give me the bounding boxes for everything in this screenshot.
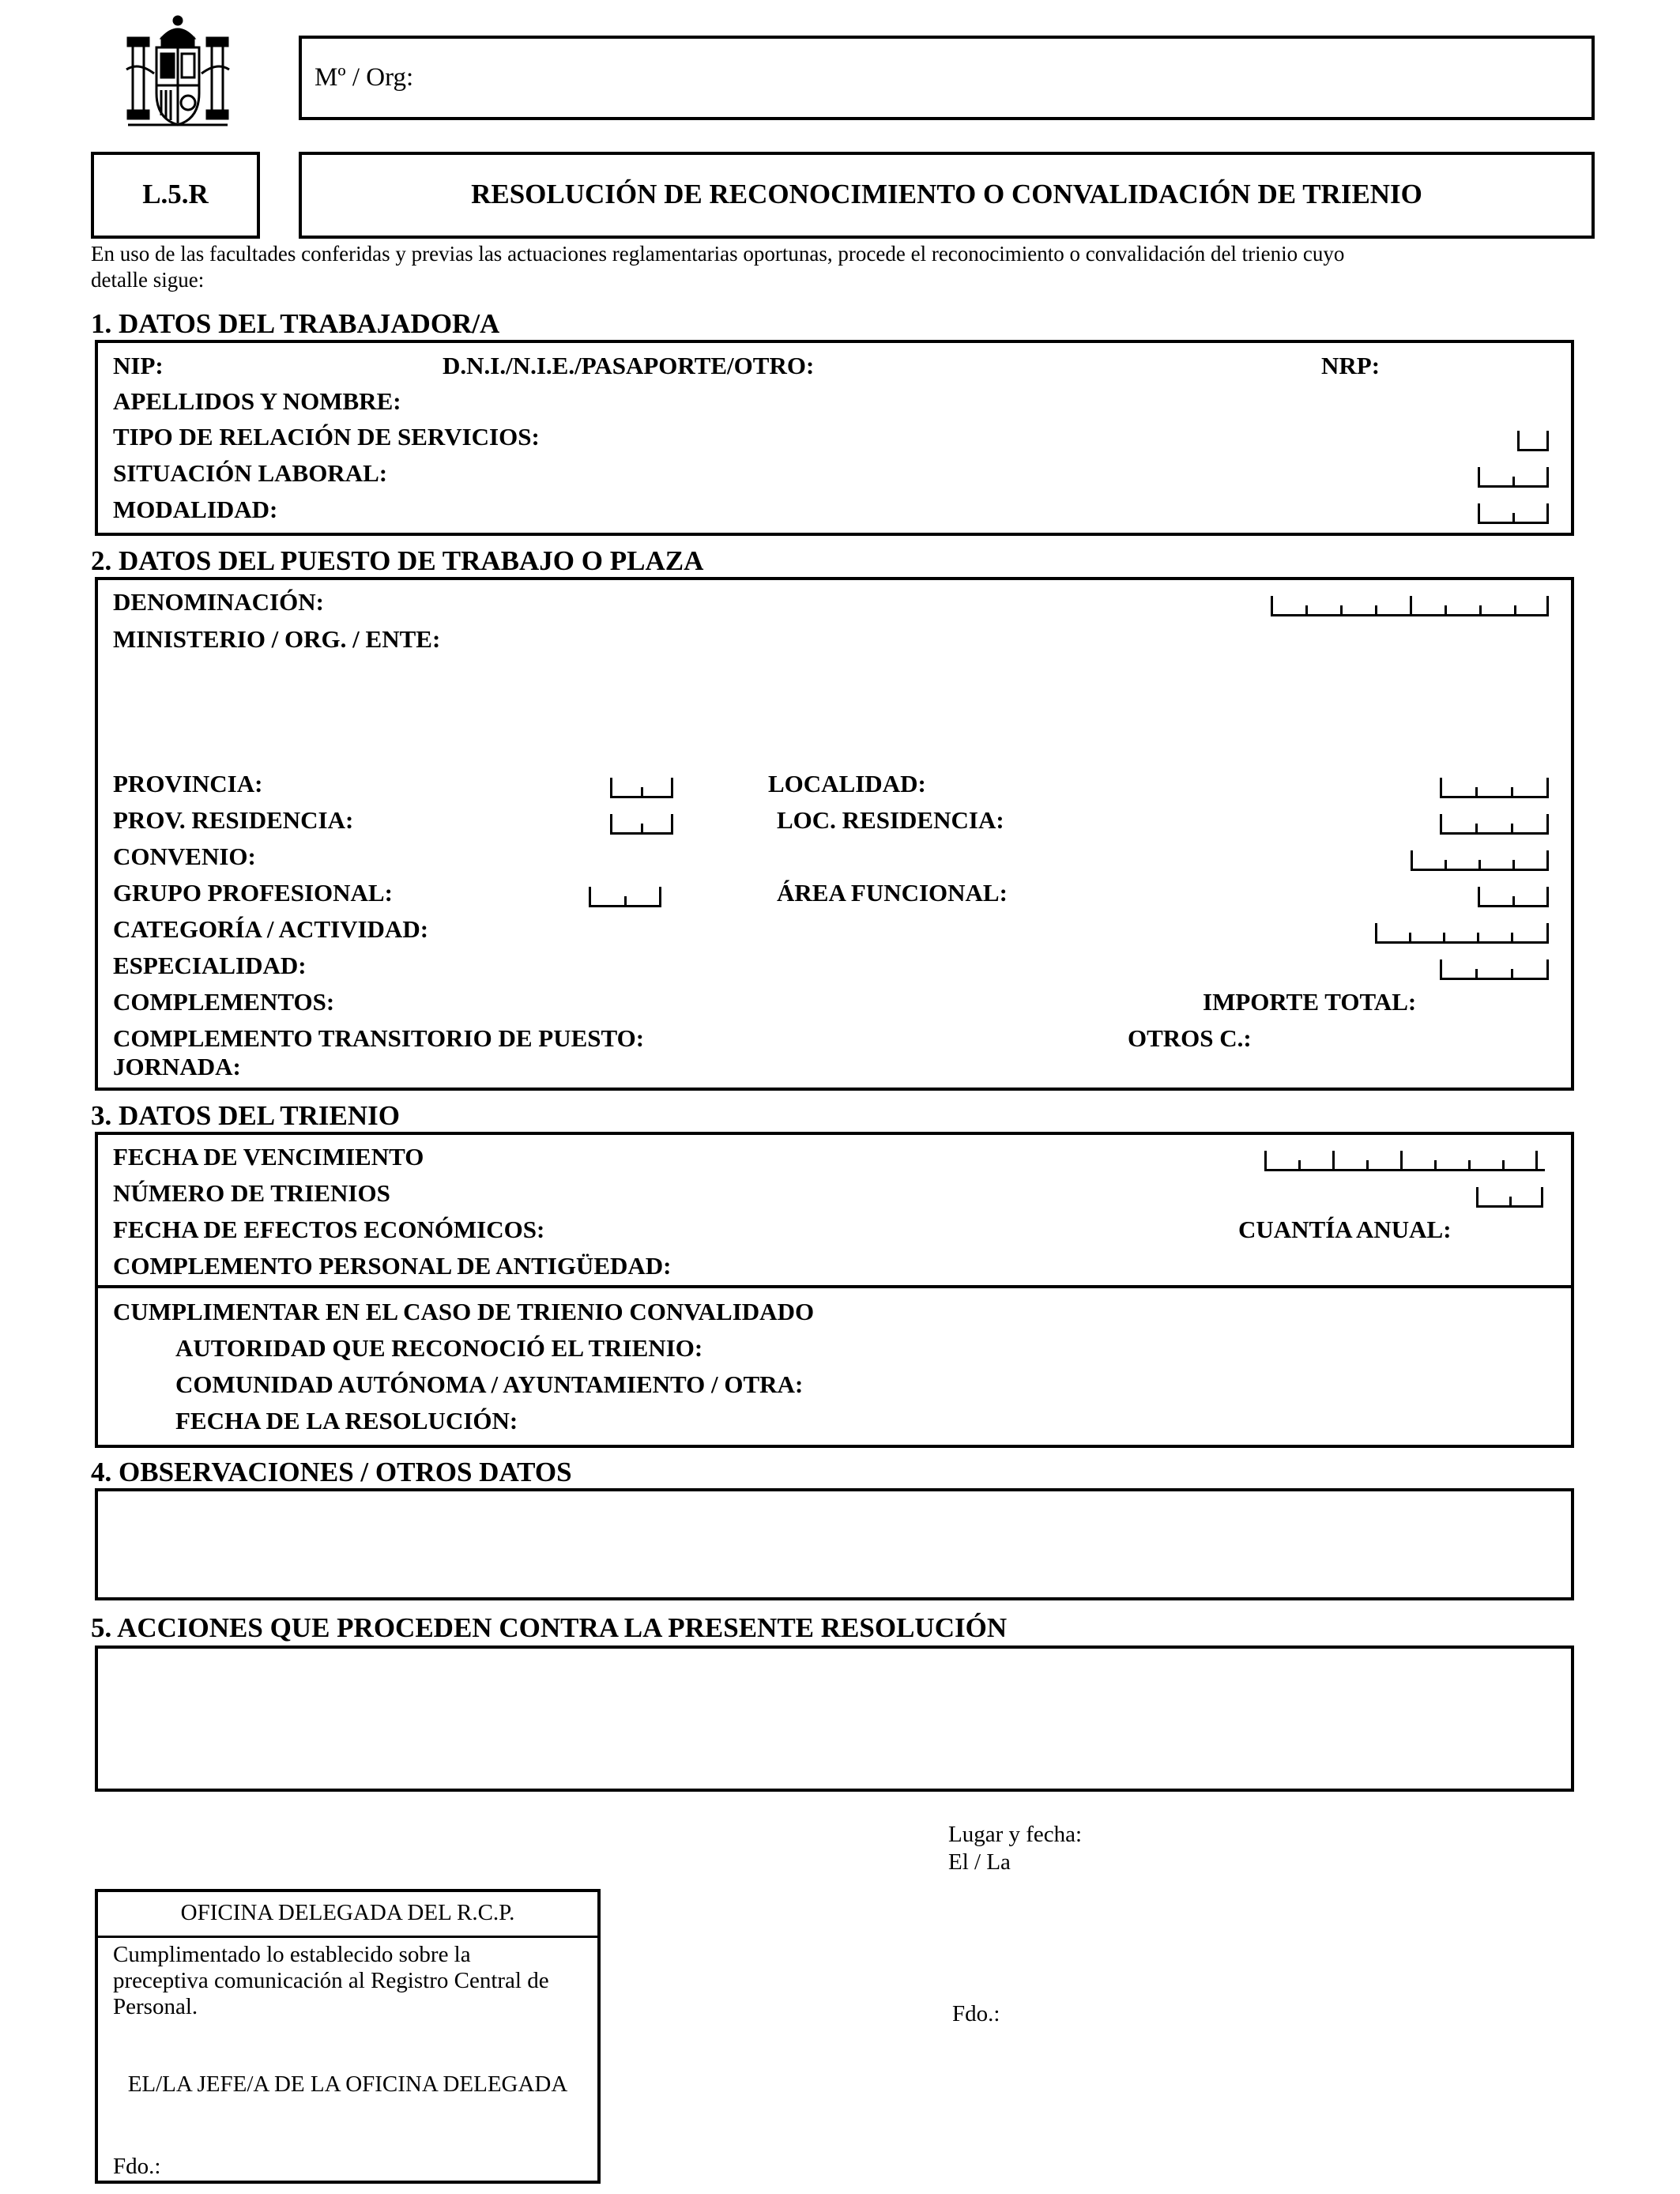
section4-title: 4. OBSERVACIONES / OTROS DATOS [91,1457,572,1487]
oficina-divider [95,1936,601,1938]
apellidos-label: APELLIDOS Y NOMBRE: [113,387,401,415]
fecha-resolucion-label: FECHA DE LA RESOLUCIÓN: [175,1407,518,1434]
situacion-laboral-label: SITUACIÓN LABORAL: [113,459,388,487]
importe-total-label: IMPORTE TOTAL: [1203,988,1417,1016]
oficina-jefe-label: EL/LA JEFE/A DE LA OFICINA DELEGADA [127,2071,568,2097]
signature-fdo-label: Fdo.: [952,2001,1000,2026]
localidad-label: LOCALIDAD: [768,770,926,797]
convenio-label: CONVENIO: [113,843,256,870]
cuantia-anual-label: CUANTÍA ANUAL: [1238,1216,1452,1243]
fecha-efectos-label: FECHA DE EFECTOS ECONÓMICOS: [113,1216,545,1243]
form-title: RESOLUCIÓN DE RECONOCIMIENTO O CONVALIDACIÓN DE TRIENIO [471,179,1422,209]
convalidado-title: CUMPLIMENTAR EN EL CASO DE TRIENIO CONVALIDADO [113,1298,815,1325]
oficina-fdo-label: Fdo.: [113,2154,161,2179]
loc-residencia-cells[interactable] [1440,814,1549,835]
complemento-transitorio-label: COMPLEMENTO TRANSITORIO DE PUESTO: [113,1024,645,1052]
coat-of-arms-seal [119,14,237,133]
jornada-label: JORNADA: [113,1053,241,1080]
section2-title: 2. DATOS DEL PUESTO DE TRABAJO O PLAZA [91,545,704,576]
section3-title: 3. DATOS DEL TRIENIO [91,1100,400,1131]
complemento-antiguedad-label: COMPLEMENTO PERSONAL DE ANTIGÜEDAD: [113,1252,672,1280]
prov-residencia-cells[interactable] [610,814,673,835]
intro-text-line2: detalle sigue: [91,268,205,292]
prov-residencia-label: PROV. RESIDENCIA: [113,806,354,834]
fecha-vencimiento-label: FECHA DE VENCIMIENTO [113,1143,424,1171]
section1-title: 1. DATOS DEL TRABAJADOR/A [91,308,500,339]
section5-title: 5. ACCIONES QUE PROCEDEN CONTRA LA PRESENTE RESOLUCIÓN [91,1612,1008,1643]
form-code: L.5.R [142,179,209,209]
oficina-text-line1: Cumplimentado lo establecido sobre la [113,1942,471,1967]
fecha-vencimiento-cells[interactable] [1264,1151,1545,1171]
modalidad-cells[interactable] [1478,503,1549,524]
nip-label: NIP: [113,352,164,379]
nrp-label: NRP: [1321,352,1381,379]
grupo-profesional-label: GRUPO PROFESIONAL: [113,879,393,907]
convenio-cells[interactable] [1411,850,1549,871]
denominacion-cells[interactable] [1271,596,1549,616]
provincia-label: PROVINCIA: [113,770,263,797]
autoridad-label: AUTORIDAD QUE RECONOCIÓ EL TRIENIO: [175,1334,703,1362]
section3-divider [95,1285,1574,1288]
organization-label: Mº / Org: [315,63,414,92]
tipo-relacion-cells[interactable] [1517,431,1549,451]
observaciones-box[interactable] [95,1488,1574,1600]
situacion-laboral-cells[interactable] [1478,467,1549,488]
tipo-relacion-label: TIPO DE RELACIÓN DE SERVICIOS: [113,423,540,450]
area-funcional-label: ÁREA FUNCIONAL: [777,879,1008,907]
localidad-cells[interactable] [1440,778,1549,798]
oficina-text-line2: preceptiva comunicación al Registro Central de [113,1968,549,1993]
otros-c-label: OTROS C.: [1128,1024,1252,1052]
modalidad-label: MODALIDAD: [113,496,278,523]
complementos-label: COMPLEMENTOS: [113,988,335,1016]
oficina-title: OFICINA DELEGADA DEL R.C.P. [180,1900,515,1925]
dni-label: D.N.I./N.I.E./PASAPORTE/OTRO: [443,352,815,379]
area-funcional-cells[interactable] [1478,887,1549,907]
ministerio-label: MINISTERIO / ORG. / ENTE: [113,625,441,653]
oficina-box [95,1889,601,2184]
numero-trienios-label: NÚMERO DE TRIENIOS [113,1179,390,1207]
especialidad-label: ESPECIALIDAD: [113,952,307,979]
comunidad-label: COMUNIDAD AUTÓNOMA / AYUNTAMIENTO / OTRA: [175,1370,804,1398]
categoria-cells[interactable] [1375,923,1549,944]
el-la-label: El / La [948,1849,1011,1875]
especialidad-cells[interactable] [1440,959,1549,980]
intro-text-line1: En uso de las facultades conferidas y previas las actuaciones reglamentarias oportunas, procede el reconocimiento o convalidación del trienio cuyo [91,242,1345,266]
loc-residencia-label: LOC. RESIDENCIA: [777,806,1004,834]
lugar-fecha-label: Lugar y fecha: [948,1822,1083,1847]
acciones-box[interactable] [95,1646,1574,1792]
oficina-text-line3: Personal. [113,1994,198,2019]
grupo-profesional-cells[interactable] [589,887,661,907]
numero-trienios-cells[interactable] [1476,1187,1543,1208]
denominacion-label: DENOMINACIÓN: [113,588,324,616]
provincia-cells[interactable] [610,778,673,798]
categoria-label: CATEGORÍA / ACTIVIDAD: [113,915,429,943]
organization-field-box[interactable] [299,36,1595,120]
